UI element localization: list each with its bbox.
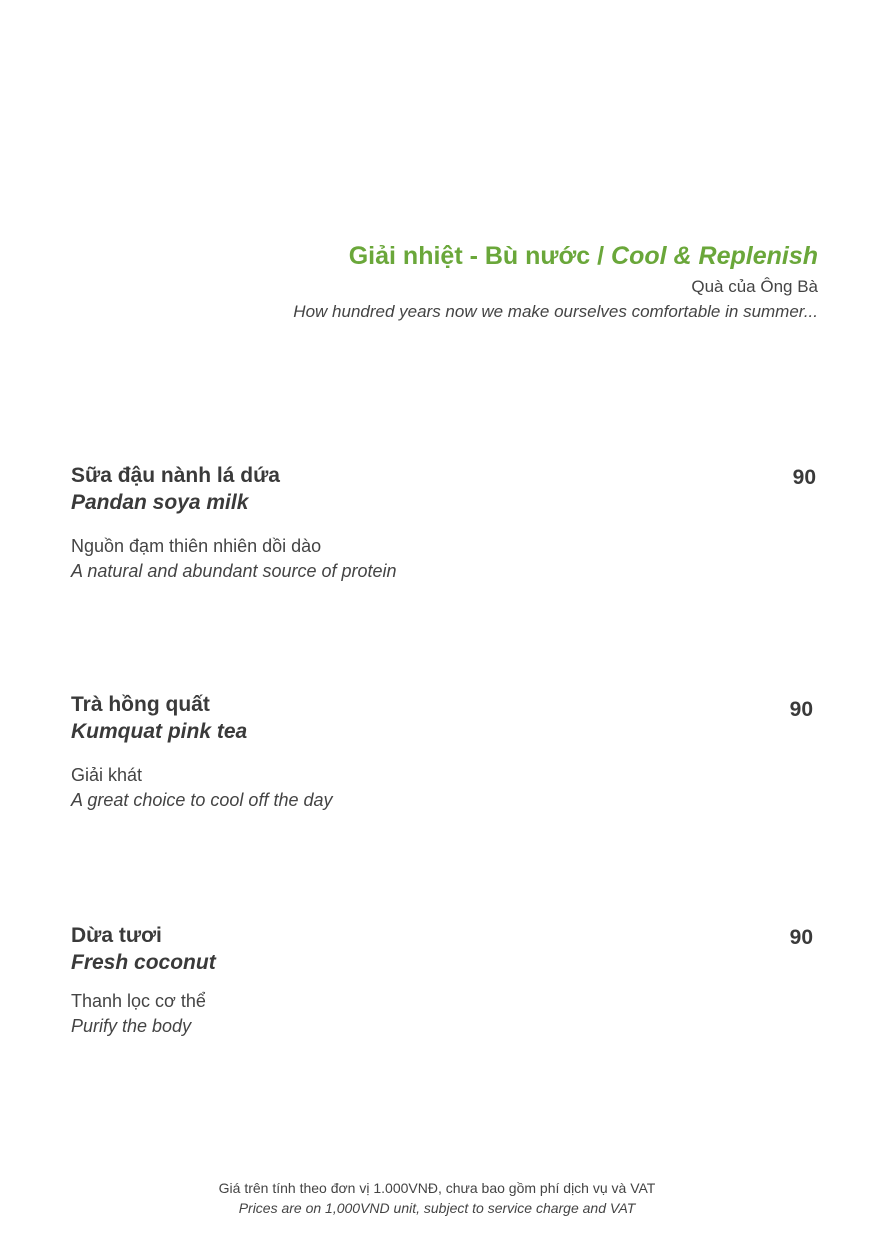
price-note-vi: Giá trên tính theo đơn vị 1.000VNĐ, chưa bao gồm phí dịch vụ và VAT [218,1180,656,1196]
section-title-en: Cool & Replenish [611,242,818,270]
item-price: 90 [792,466,816,489]
item-price: 90 [789,926,813,949]
item-description-vi: Nguồn đạm thiên nhiên dồi dào [71,536,322,556]
menu-item-pandan-soya-milk [71,462,816,584]
item-description-en: Purify the body [71,1016,192,1036]
item-name-en: Pandan soya milk [71,491,249,514]
item-description-vi: Giải khát [71,765,143,785]
price-note [0,1178,874,1218]
price-note-en: Prices are on 1,000VND unit, subject to service charge and VAT [238,1200,636,1216]
item-price: 90 [789,698,813,721]
item-description-en: A great choice to cool off the day [71,790,333,810]
section-subtitle: Quà của Ông Bà [691,277,818,296]
item-name-en: Kumquat pink tea [71,720,248,743]
menu-item-fresh-coconut [71,922,816,1039]
item-name-vi: Trà hồng quất [71,693,210,716]
section-tagline: How hundred years now we make ourselves comfortable in summer... [293,302,818,321]
item-name-vi: Dừa tươi [71,924,162,947]
item-name-vi: Sữa đậu nành lá dứa [71,464,280,487]
item-description-en: A natural and abundant source of protein [71,561,397,581]
item-description-vi: Thanh lọc cơ thể [71,991,206,1011]
menu-item-kumquat-pink-tea [71,691,816,813]
item-name-en: Fresh coconut [71,951,216,974]
section-title [293,240,818,272]
section-header [293,240,818,324]
section-title-vi: Giải nhiệt - Bù nước / [348,242,605,270]
